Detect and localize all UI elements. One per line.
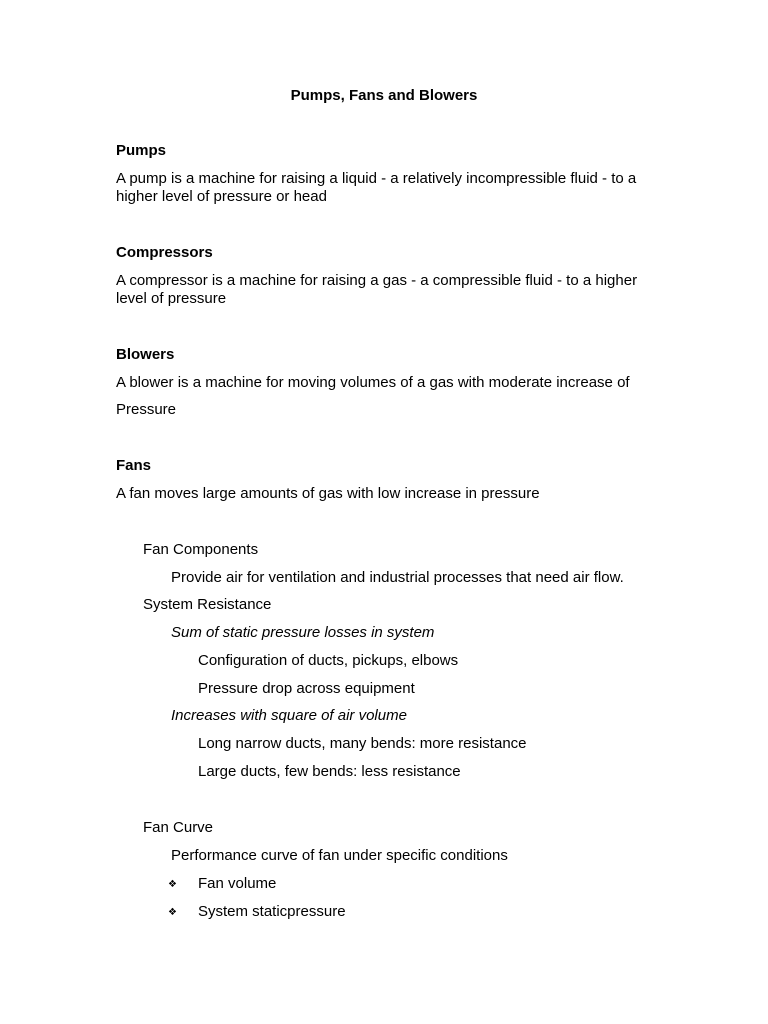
diamond-bullet-icon: ❖ — [168, 907, 177, 918]
fan-volume-item: Fan volume — [198, 875, 277, 892]
config-ducts-item: Configuration of ducts, pickups, elbows — [198, 652, 459, 669]
compressors-heading: Compressors — [116, 244, 213, 261]
pumps-heading: Pumps — [116, 142, 167, 159]
pressure-drop-item: Pressure drop across equipment — [198, 680, 415, 697]
blowers-text-line-1: A blower is a machine for moving volumes of a gas with moderate increase of — [116, 374, 630, 391]
pumps-text-line-2: higher level of pressure or head — [116, 188, 327, 205]
fans-text-line-1: A fan moves large amounts of gas with low increase in pressure — [116, 485, 540, 502]
system-resistance-item: System Resistance — [143, 596, 272, 613]
fan-components-desc: Provide air for ventilation and industrial processes that need air flow. — [171, 569, 624, 586]
long-narrow-item: Long narrow ducts, many bends: more resistance — [198, 735, 527, 752]
compressors-text-line-2: level of pressure — [116, 290, 227, 307]
fans-heading: Fans — [116, 457, 152, 474]
large-ducts-item: Large ducts, few bends: less resistance — [198, 763, 461, 780]
increases-square-item: Increases with square of air volume — [171, 707, 407, 724]
blowers-heading: Blowers — [116, 346, 175, 363]
pumps-text-line-1: A pump is a machine for raising a liquid - a relatively incompressible fluid - to a — [116, 170, 637, 187]
page-title: Pumps, Fans and Blowers — [290, 87, 478, 104]
blowers-text-line-2: Pressure — [116, 401, 177, 418]
compressors-text-line-1: A compressor is a machine for raising a gas - a compressible fluid - to a higher — [116, 272, 638, 289]
performance-curve-item: Performance curve of fan under specific conditions — [171, 847, 508, 864]
system-static-item: System staticpressure — [198, 903, 346, 920]
fan-curve-item: Fan Curve — [143, 819, 214, 836]
sum-static-item: Sum of static pressure losses in system — [171, 624, 435, 641]
fan-components-item: Fan Components — [143, 541, 259, 558]
diamond-bullet-icon: ❖ — [168, 879, 177, 890]
